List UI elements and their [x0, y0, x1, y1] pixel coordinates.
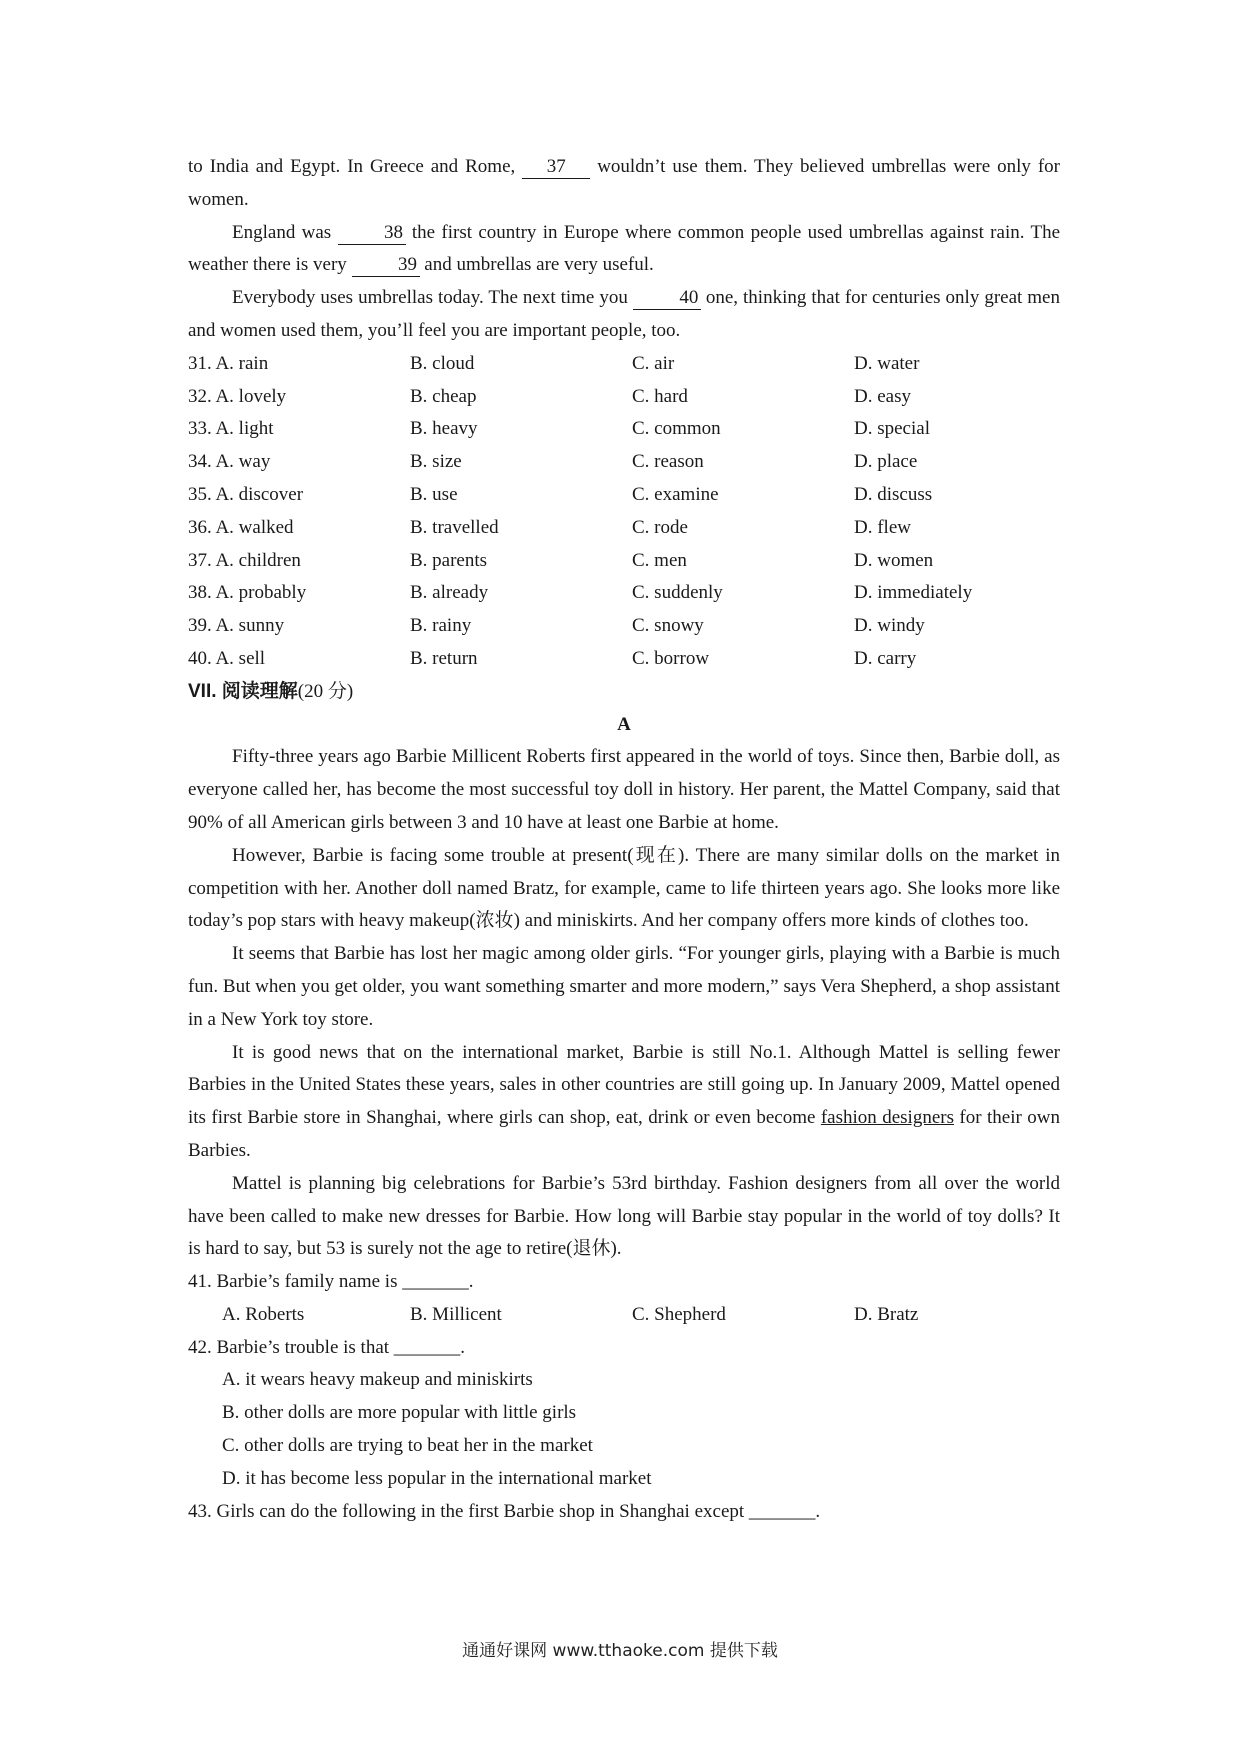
option-row: [188, 577, 1060, 610]
passage-text: for their own Barbies.: [188, 1107, 1060, 1161]
question-41-options: [188, 1299, 1060, 1332]
option-a: 40. A. sell: [188, 647, 266, 669]
passage-paragraph-3: It seems that Barbie has lost her magic among older girls. “For younger girls, playing with a Barbie is much fun. But when you get older, you want something smarter and more modern,” says Vera Shepherd, a shop assistant in a New York toy store.: [188, 943, 1060, 1030]
passage-text: It is good news that on the international market, Barbie is still No.1. Although Mattel is selling fewer Barbies in the United States these years, sales in other countries are still going up. In January 2009, Mattel opened its first Barbie store in Shanghai, where girls can shop, eat, drink or even become: [188, 1041, 1060, 1129]
cloze-text: Everybody uses umbrellas today. The next time you: [232, 287, 633, 309]
option-d: D. windy: [854, 615, 925, 637]
passage-paragraph-4: [188, 1037, 1060, 1168]
option-d: D. women: [854, 549, 934, 571]
cloze-text: and umbrellas are very useful.: [419, 254, 654, 276]
option-d: D. Bratz: [854, 1303, 919, 1325]
option-d: D. carry: [854, 647, 917, 669]
option-row: [188, 512, 1060, 545]
option-a: 32. A. lovely: [188, 385, 287, 407]
options-table: [188, 348, 1060, 676]
option-b: B. travelled: [410, 516, 499, 538]
passage-label: A: [617, 713, 631, 735]
option-b: B. heavy: [410, 418, 478, 440]
option-row: [188, 381, 1060, 414]
section-heading: [188, 676, 1060, 709]
option-b: B. size: [410, 451, 462, 473]
question-42: 42. Barbie’s trouble is that _______.: [188, 1336, 466, 1358]
option-b: B. rainy: [410, 615, 472, 637]
question-41: 41. Barbie’s family name is _______.: [188, 1271, 474, 1293]
option-a: 37. A. children: [188, 549, 301, 571]
option-c: C. common: [632, 418, 721, 440]
option-a: 34. A. way: [188, 451, 271, 473]
option-c: C. Shepherd: [632, 1303, 726, 1325]
option-row: [188, 643, 1060, 676]
option-a: A. it wears heavy makeup and miniskirts: [222, 1369, 533, 1391]
option-b: B. cheap: [410, 385, 477, 407]
option-c: C. borrow: [632, 647, 710, 669]
underlined-phrase: fashion designers: [820, 1107, 954, 1129]
option-c: C. hard: [632, 385, 688, 407]
section-points: (20 分): [297, 680, 354, 702]
option-c: C. rode: [632, 516, 688, 538]
passage-paragraph-2: However, Barbie is facing some trouble at present(现在). There are many similar dolls on the market in competition with her. Another doll named Bratz, for example, came to life thirteen years ago. She looks more like today’s pop stars with heavy makeup(浓妆) and miniskirts. And her company offers more kinds of clothes too.: [188, 844, 1060, 932]
option-d: D. flew: [854, 516, 911, 538]
option-b: B. return: [410, 647, 478, 669]
option-row: [188, 479, 1060, 512]
option-c: C. examine: [632, 483, 719, 505]
option-c: C. suddenly: [632, 582, 723, 604]
passage-paragraph-1: Fifty-three years ago Barbie Millicent Roberts first appeared in the world of toys. Since then, Barbie doll, as everyone called her, has become the most successful toy doll in history. Her parent, the Mattel Company, said that 90% of all American girls between 3 and 10 have at least one Barbie at home.: [188, 746, 1060, 833]
option-d: D. easy: [854, 385, 911, 407]
option-a: 35. A. discover: [188, 483, 304, 505]
question-43: 43. Girls can do the following in the first Barbie shop in Shanghai except _______.: [188, 1500, 821, 1522]
option-c: C. snowy: [632, 615, 704, 637]
exam-page: [188, 151, 1060, 1528]
blank-39: 39: [352, 254, 420, 277]
option-d: D. water: [854, 352, 920, 374]
section-title: VII. 阅读理解: [188, 680, 298, 702]
option-d: D. discuss: [854, 483, 933, 505]
option-b: B. other dolls are more popular with little girls: [222, 1402, 577, 1424]
option-a: 33. A. light: [188, 418, 274, 440]
blank-37: 37: [522, 156, 590, 179]
option-a: 38. A. probably: [188, 582, 307, 604]
option-d: D. immediately: [854, 582, 973, 604]
option-d: D. it has become less popular in the international market: [222, 1467, 652, 1489]
option-b: B. Millicent: [410, 1303, 502, 1325]
option-b: B. cloud: [410, 352, 475, 374]
option-a: 31. A. rain: [188, 352, 269, 374]
passage-paragraph-5: Mattel is planning big celebrations for Barbie’s 53rd birthday. Fashion designers from all over the world have been called to make new dresses for Barbie. How long will Barbie stay popular in the world of toy dolls? It is hard to say, but 53 is surely not the age to retire(退休).: [188, 1172, 1060, 1260]
option-d: D. special: [854, 418, 930, 440]
cloze-text: wouldn’t use them. They believed umbrellas were only for women.: [188, 156, 1061, 210]
option-b: B. parents: [410, 549, 488, 571]
option-a: 36. A. walked: [188, 516, 294, 538]
option-a: 39. A. sunny: [188, 615, 285, 637]
cloze-text: to India and Egypt. In Greece and Rome,: [188, 156, 523, 177]
cloze-text: the first country in Europe where common people used umbrellas against rain. The weather there is very: [188, 221, 1060, 276]
option-row: [188, 413, 1060, 446]
option-c: C. reason: [632, 451, 704, 473]
option-row: [188, 610, 1060, 643]
option-c: C. men: [632, 549, 687, 571]
option-a: A. Roberts: [222, 1303, 305, 1325]
option-b: B. use: [410, 483, 458, 505]
option-c: C. other dolls are trying to beat her in the market: [222, 1435, 593, 1457]
option-row: [188, 348, 1060, 381]
cloze-text: England was: [232, 221, 338, 243]
cloze-paragraph-3: [188, 282, 1060, 348]
option-c: C. air: [632, 352, 675, 374]
blank-38: 38: [338, 222, 406, 245]
cloze-paragraph-1: [188, 151, 1060, 217]
option-b: B. already: [410, 582, 489, 604]
cloze-text: one, thinking that for centuries only great men and women used them, you’ll feel you are important people, too.: [188, 287, 1060, 341]
option-d: D. place: [854, 451, 918, 473]
page-footer: 通通好课网 www.tthaoke.com 提供下载: [462, 1641, 778, 1661]
option-row: [188, 446, 1060, 479]
cloze-paragraph-2: [188, 217, 1060, 283]
blank-40: 40: [633, 287, 701, 310]
option-row: [188, 545, 1060, 578]
